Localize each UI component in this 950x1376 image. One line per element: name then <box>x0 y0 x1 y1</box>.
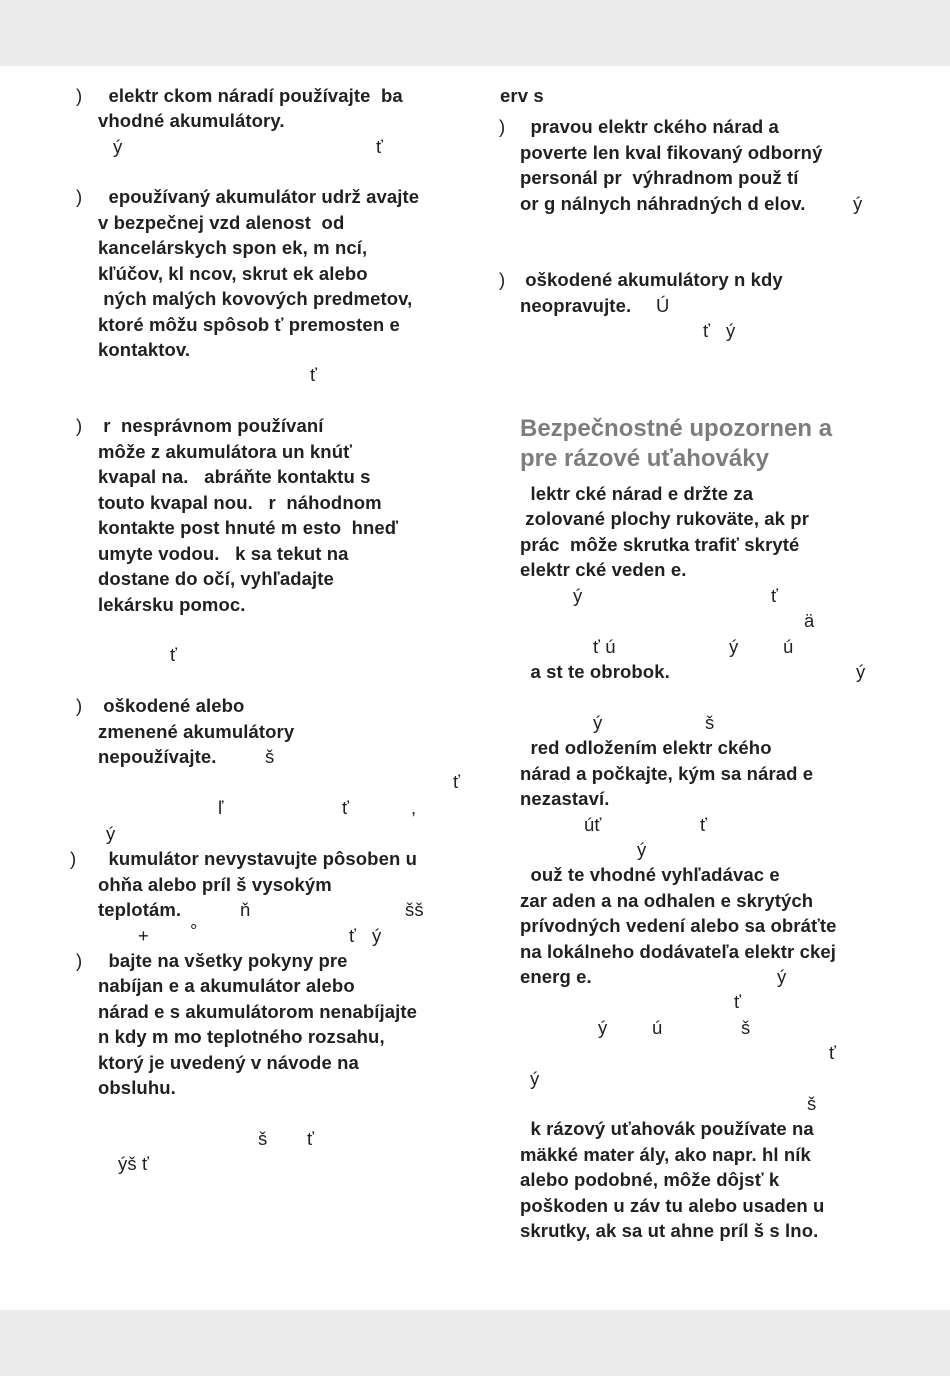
text-line: v bezpečnej vzd alenost od <box>98 212 345 233</box>
glyph-fragment: ň <box>240 899 251 920</box>
text-line: elektr cké veden e. <box>520 559 687 580</box>
text-line: lekársku pomoc. <box>98 594 246 615</box>
glyph-fragment: úť <box>584 814 602 835</box>
text-line: nepoužívajte. <box>98 746 217 767</box>
glyph-fragment: š <box>705 712 715 733</box>
text-line: neopravujte. <box>520 295 632 316</box>
text-line: ktorý je uvedený v návode na <box>98 1052 359 1073</box>
text-line: nezastaví. <box>520 788 610 809</box>
glyph-fragment: ť <box>342 797 350 818</box>
glyph-fragment: + <box>138 925 149 946</box>
text-line: mäkké mater ály, ako napr. hl ník <box>520 1144 811 1165</box>
text-line: ktoré môžu spôsob ť premosten e <box>98 314 400 335</box>
text-line: or g nálnych náhradných d elov. <box>520 193 806 214</box>
glyph-fragment: š <box>265 746 275 767</box>
list-marker: ) <box>499 116 506 137</box>
text-line: touto kvapal nou. r náhodnom <box>98 492 382 513</box>
glyph-fragment: ý <box>106 823 116 844</box>
top-band <box>0 0 950 66</box>
text-line: kancelárskych spon ek, m ncí, <box>98 237 368 258</box>
text-line: bajte na všetky pokyny pre <box>98 950 348 971</box>
glyph-fragment: ý <box>372 925 382 946</box>
text-line: vhodné akumulátory. <box>98 110 285 131</box>
text-line: nárad a počkajte, kým sa nárad e <box>520 763 814 784</box>
text-line: lektr cké nárad e držte za <box>520 483 754 504</box>
list-marker: ) <box>76 186 83 207</box>
text-line: a st te obrobok. <box>520 661 670 682</box>
glyph-fragment: ý <box>726 320 736 341</box>
text-line: epoužívaný akumulátor udrž avajte <box>98 186 420 207</box>
glyph-fragment: ý <box>113 136 123 157</box>
text-line: môže z akumulátora un knúť <box>98 441 353 462</box>
glyph-fragment: ť <box>700 814 708 835</box>
text-line: obsluhu. <box>98 1077 176 1098</box>
list-marker: ) <box>76 950 83 971</box>
glyph-fragment: ý <box>593 712 603 733</box>
glyph-fragment: ý <box>856 661 866 682</box>
section-label: erv s <box>500 85 544 106</box>
glyph-fragment: ä <box>804 610 815 631</box>
text-line: pravou elektr ckého nárad a <box>520 116 779 137</box>
list-marker: ) <box>76 85 83 106</box>
text-line: ouž te vhodné vyhľadávac e <box>520 864 780 885</box>
text-line: na lokálneho dodávateľa elektr ckej <box>520 941 837 962</box>
text-line: teplotám. <box>98 899 182 920</box>
glyph-fragment: ť ú <box>593 636 616 657</box>
text-line: poverte len kval fikovaný odborný <box>520 142 823 163</box>
text-line: ných malých kovových predmetov, <box>98 288 413 309</box>
text-line: kľúčov, kl ncov, skrut ek alebo <box>98 263 368 284</box>
text-line: zar aden a na odhalen e skrytých <box>520 890 814 911</box>
section-heading: pre rázové uťahováky <box>520 445 769 472</box>
text-line: kvapal na. abráňte kontaktu s <box>98 466 371 487</box>
text-line: alebo podobné, môže dôjsť k <box>520 1169 780 1190</box>
text-line: prác môže skrutka trafiť skryté <box>520 534 800 555</box>
text-line: r nesprávnom používaní <box>98 415 324 436</box>
text-line: oškodené alebo <box>98 695 245 716</box>
section-heading: Bezpečnostné upozornen a <box>520 415 833 442</box>
glyph-fragment: š <box>258 1128 268 1149</box>
glyph-fragment: š <box>741 1017 751 1038</box>
text-line: kumulátor nevystavujte pôsoben u <box>98 848 417 869</box>
glyph-fragment: ý <box>530 1068 540 1089</box>
text-line: kontaktov. <box>98 339 191 360</box>
text-line: poškoden u záv tu alebo usaden u <box>520 1195 825 1216</box>
glyph-fragment: ý <box>598 1017 608 1038</box>
text-line: ohňa alebo príl š vysokým <box>98 874 332 895</box>
glyph-fragment: ť <box>170 644 178 665</box>
glyph-fragment: , <box>411 797 417 818</box>
list-marker: ) <box>499 269 506 290</box>
glyph-fragment: ú <box>783 636 794 657</box>
text-line: kontakte post hnuté m esto hneď <box>98 517 399 538</box>
text-line: oškodené akumulátory n kdy <box>520 269 783 290</box>
list-marker: ) <box>76 415 83 436</box>
glyph-fragment: ú <box>652 1017 663 1038</box>
text-line: nárad e s akumulátorom nenabíjajte <box>98 1001 418 1022</box>
text-line: elektr ckom náradí používajte ba <box>98 85 403 106</box>
text-line: red odložením elektr ckého <box>520 737 772 758</box>
text-line: umyte vodou. k sa tekut na <box>98 543 349 564</box>
text-line: n kdy m mo teplotného rozsahu, <box>98 1026 385 1047</box>
glyph-fragment: ý <box>853 193 863 214</box>
text-line: nabíjan e a akumulátor alebo <box>98 975 355 996</box>
glyph-fragment: ýš ť <box>118 1153 149 1174</box>
glyph-fragment: ť <box>376 136 384 157</box>
glyph-fragment: ý <box>729 636 739 657</box>
glyph-fragment: ° <box>190 920 198 941</box>
glyph-fragment: ť <box>829 1042 837 1063</box>
text-line: energ e. <box>520 966 592 987</box>
glyph-fragment: ľ <box>218 797 224 818</box>
text-line: skrutky, ak sa ut ahne príl š s lno. <box>520 1220 819 1241</box>
glyph-fragment: ť <box>734 991 742 1012</box>
glyph-fragment: ť <box>349 925 357 946</box>
text-line: zmenené akumulátory <box>98 721 295 742</box>
glyph-fragment: ý <box>637 839 647 860</box>
text-line: dostane do očí, vyhľadajte <box>98 568 334 589</box>
text-line: k rázový uťahovák používate na <box>520 1118 814 1139</box>
text-line: prívodných vedení alebo sa obráťte <box>520 915 837 936</box>
glyph-fragment: ý <box>777 966 787 987</box>
glyph-fragment: ť <box>307 1128 315 1149</box>
glyph-fragment: ť <box>310 364 318 385</box>
glyph-fragment: ť <box>703 320 711 341</box>
text-line: zolované plochy rukoväte, ak pr <box>520 508 810 529</box>
bottom-band <box>0 1310 950 1376</box>
glyph-fragment: šš <box>405 899 424 920</box>
glyph-fragment: Ú <box>656 295 670 316</box>
list-marker: ) <box>76 695 83 716</box>
glyph-fragment: ý <box>573 585 583 606</box>
text-line: personál pr výhradnom použ tí <box>520 167 799 188</box>
list-marker: ) <box>70 848 77 869</box>
glyph-fragment: ť <box>453 771 461 792</box>
glyph-fragment: š <box>807 1093 817 1114</box>
glyph-fragment: ť <box>771 585 779 606</box>
